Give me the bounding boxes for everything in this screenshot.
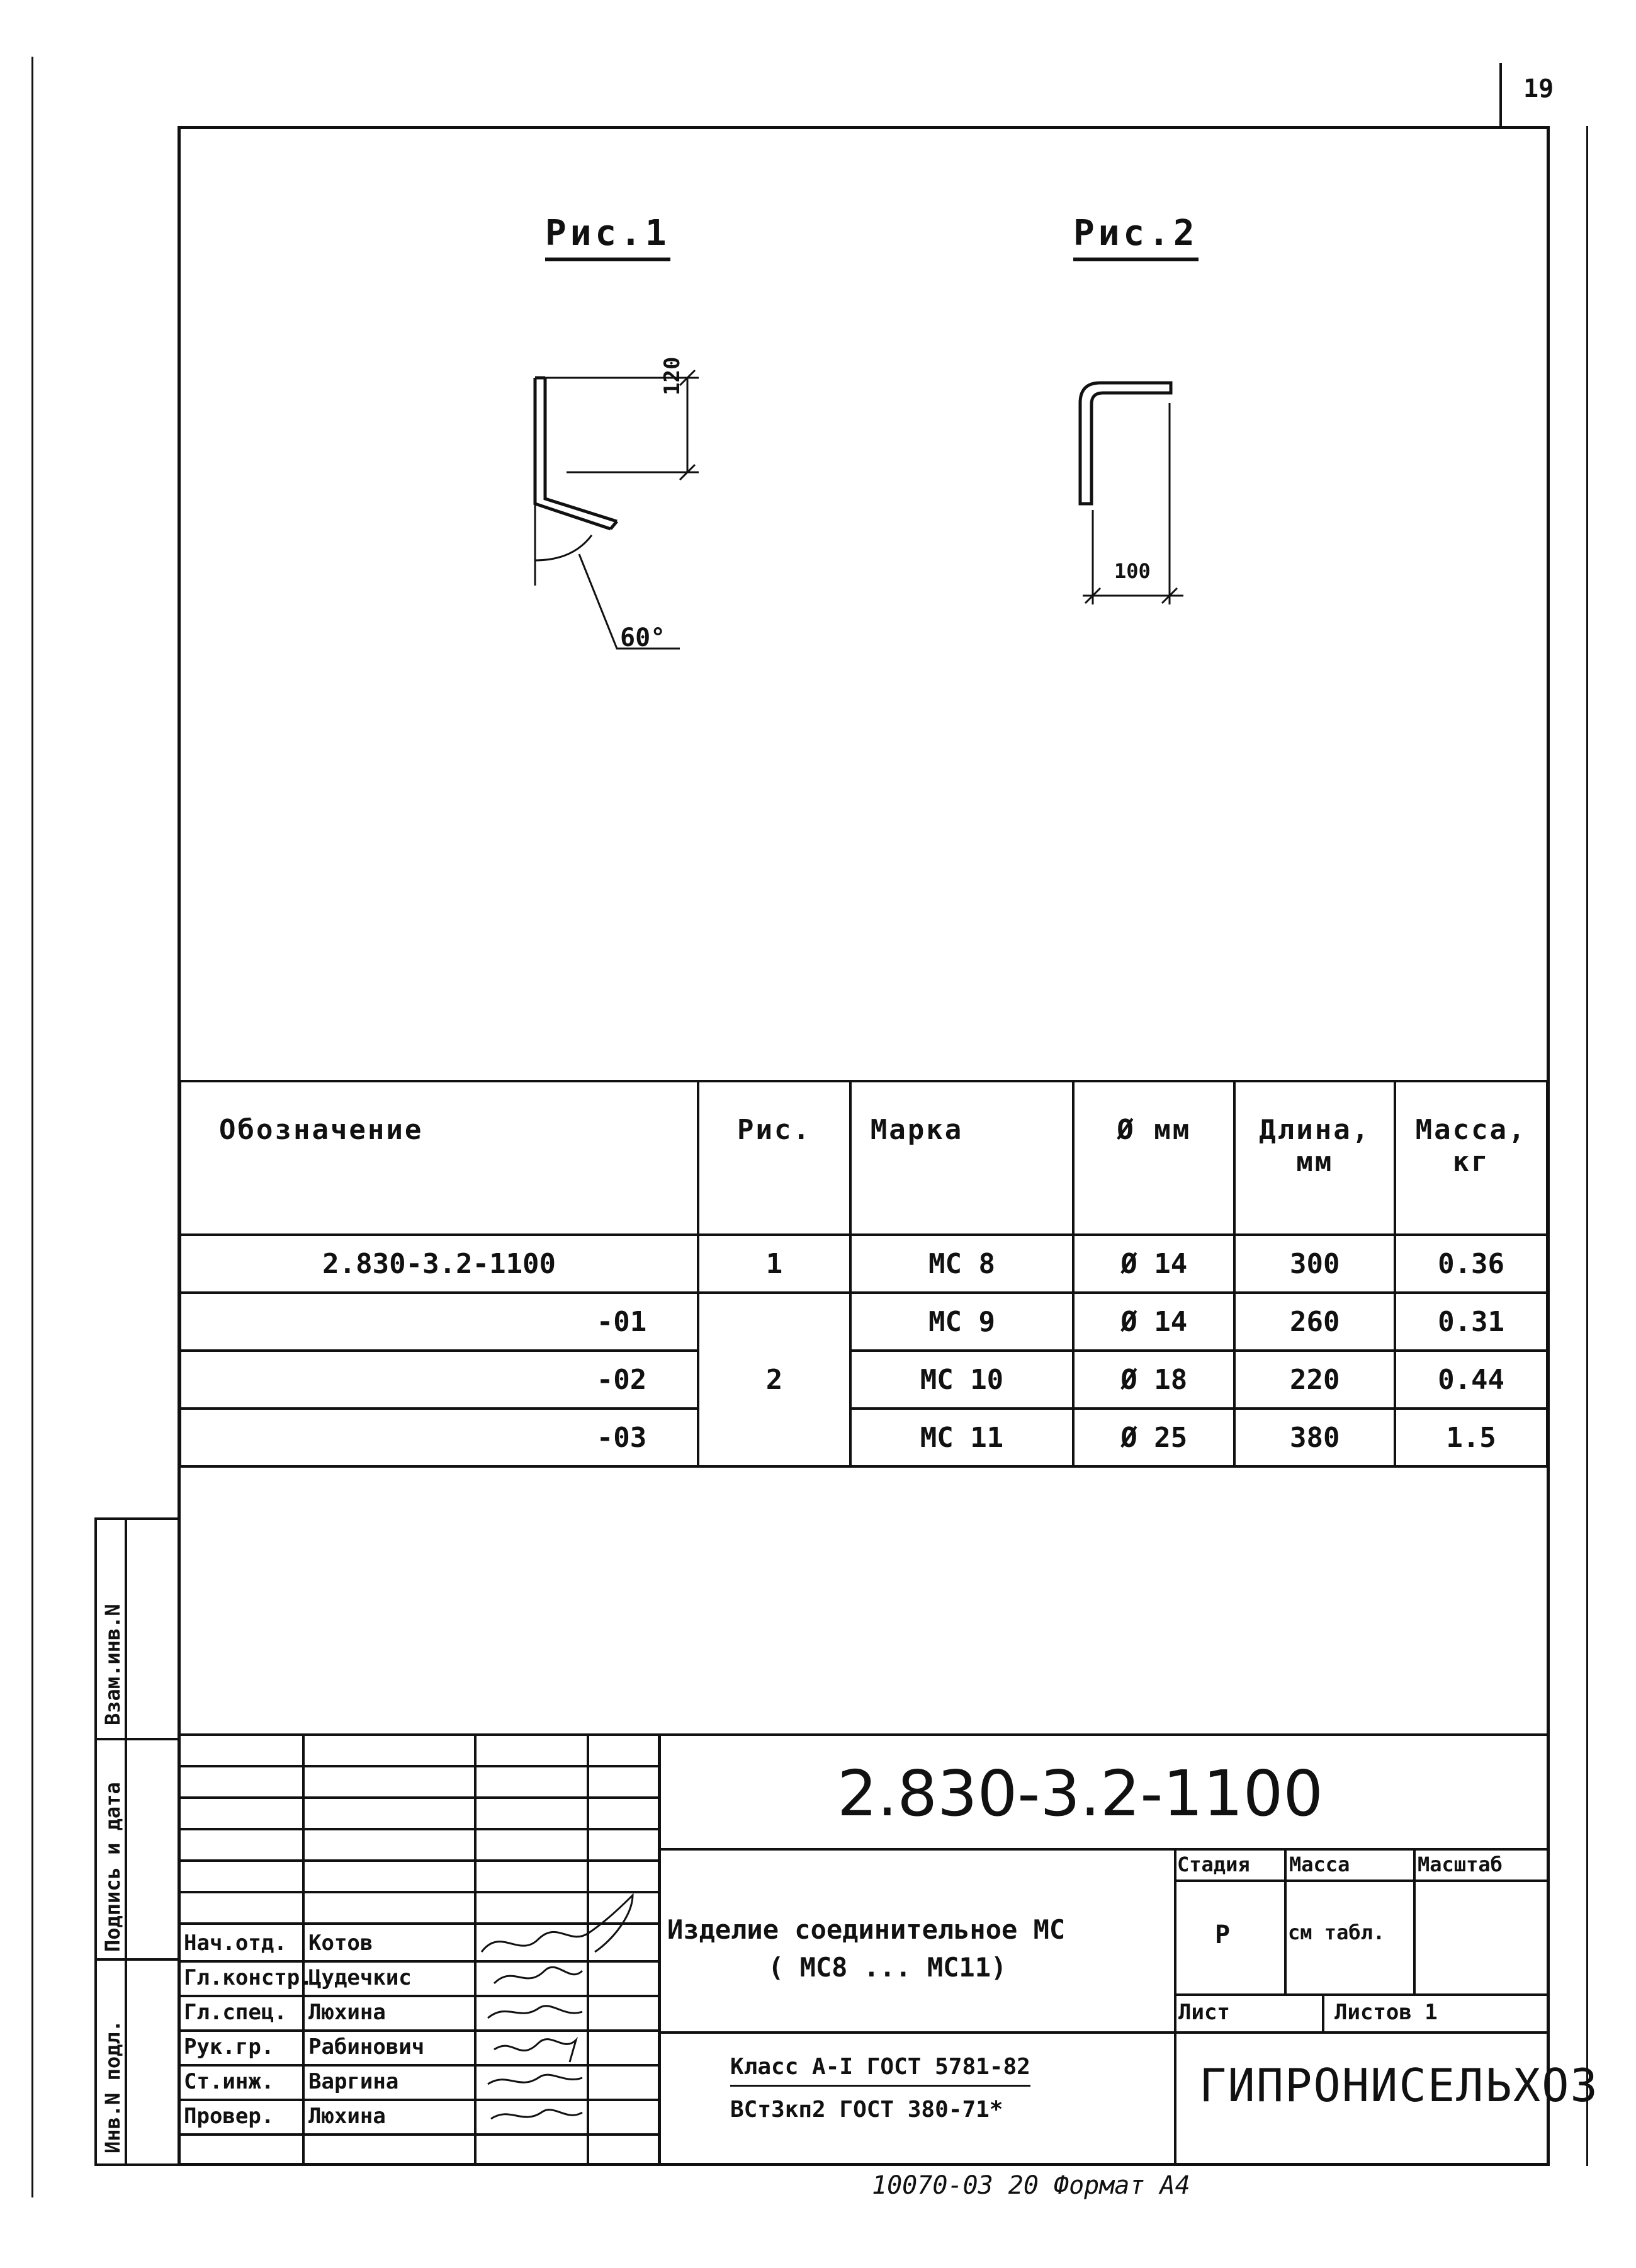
- row-mark: МС 10: [850, 1351, 1073, 1409]
- stamp-mass-value: см табл.: [1288, 1920, 1385, 1944]
- bar2-outline: [1080, 383, 1171, 504]
- side-label-inv: Инв.N подл.: [101, 2020, 125, 2153]
- stamp-scale-label: Масштаб: [1418, 1852, 1503, 1876]
- table-row: [180, 1351, 1547, 1409]
- stamp-row-line: [1174, 2031, 1549, 2034]
- row-mark: МС 8: [850, 1235, 1073, 1293]
- stamp-mass-label: Масса: [1289, 1852, 1350, 1876]
- stamp-row-line: [179, 1828, 658, 1830]
- header-length: Длина, мм: [1234, 1081, 1395, 1235]
- stamp-title-line1: Изделие соединительное МС: [667, 1914, 1066, 1945]
- name-6: Люхина: [308, 2104, 386, 2129]
- stamp-col-line: [1413, 1848, 1416, 1993]
- header-diameter: Ø мм: [1073, 1081, 1234, 1235]
- role-5: Ст.инж.: [184, 2069, 274, 2094]
- stamp-organization: ГИПРОНИСЕЛЬХОЗ: [1199, 2059, 1599, 2112]
- side-strip-top: [94, 1517, 179, 1520]
- stamp-col-line: [1284, 1848, 1287, 1993]
- table-row: [180, 1293, 1547, 1351]
- figure1-angle: 60°: [620, 623, 666, 652]
- figure1-title: Рис.1: [545, 213, 670, 261]
- stamp-title-line2: ( МС8 ... МС11): [768, 1952, 1007, 1983]
- stamp-row-line: [658, 2031, 1174, 2034]
- side-strip-divider: [94, 1958, 179, 1961]
- stamp-col-line: [1322, 1993, 1324, 2031]
- side-strip-bottom: [94, 2163, 179, 2166]
- stamp-sheets-label: Листов 1: [1334, 2000, 1438, 2025]
- stamp-doc-number: 2.830-3.2-1100: [837, 1757, 1323, 1830]
- role-2: Гл.констр.: [184, 1965, 313, 1990]
- name-2: Цудечкис: [308, 1965, 412, 1990]
- row-mass: 0.36: [1395, 1235, 1547, 1293]
- signatures: [475, 1889, 664, 2166]
- stamp-row-line: [179, 1796, 658, 1799]
- stamp-row-line: [1174, 1993, 1549, 1996]
- name-4: Рабинович: [308, 2034, 425, 2060]
- page-number: 19: [1523, 74, 1554, 103]
- footer-format: 10070-03 20 Формат А4: [872, 2171, 1190, 2200]
- stamp-stage-label: Стадия: [1177, 1852, 1250, 1876]
- side-strip-divider: [94, 1738, 179, 1740]
- row-diameter: Ø 18: [1073, 1351, 1234, 1409]
- table-row: [180, 1409, 1547, 1466]
- left-margin-line: [31, 57, 33, 2197]
- side-strip-inner: [125, 1517, 127, 2166]
- bar1-outline: [535, 378, 617, 529]
- stamp-top-line: [179, 1733, 1549, 1736]
- row-length: 300: [1234, 1235, 1395, 1293]
- header-mass: Масса, кг: [1395, 1081, 1547, 1235]
- right-margin-line: [1586, 126, 1588, 2166]
- side-label-vzam: Взам.инв.N: [101, 1604, 125, 1725]
- row-mark: МС 9: [850, 1293, 1073, 1351]
- row-mass: 0.44: [1395, 1351, 1547, 1409]
- row-mass: 1.5: [1395, 1409, 1547, 1466]
- stamp-material-line1: Класс А-I ГОСТ 5781-82: [730, 2054, 1030, 2087]
- figure1-drawing: [491, 353, 730, 680]
- row-designation: -03: [180, 1409, 698, 1466]
- header-designation: Обозначение: [180, 1081, 698, 1235]
- row-mark: МС 11: [850, 1409, 1073, 1466]
- stamp-row-line: [1174, 1880, 1549, 1882]
- role-4: Рук.гр.: [184, 2034, 274, 2060]
- specification-table: [179, 1080, 1549, 1468]
- figure1-height-dim: 120: [660, 356, 685, 395]
- row-figure: 2: [698, 1293, 850, 1466]
- side-strip-outer: [94, 1517, 97, 2166]
- name-5: Варгина: [308, 2069, 399, 2094]
- stamp-row-line: [179, 1765, 658, 1767]
- row-mass: 0.31: [1395, 1293, 1547, 1351]
- row-diameter: Ø 25: [1073, 1409, 1234, 1466]
- row-designation: -02: [180, 1351, 698, 1409]
- header-mark: Марка: [850, 1081, 1073, 1235]
- row-length: 380: [1234, 1409, 1395, 1466]
- row-diameter: Ø 14: [1073, 1235, 1234, 1293]
- row-length: 220: [1234, 1351, 1395, 1409]
- figure2-width-dim: 100: [1114, 559, 1151, 583]
- role-6: Провер.: [184, 2104, 274, 2129]
- row-designation: -01: [180, 1293, 698, 1351]
- row-designation: 2.830-3.2-1100: [180, 1235, 698, 1293]
- row-diameter: Ø 14: [1073, 1293, 1234, 1351]
- name-3: Люхина: [308, 2000, 386, 2025]
- stamp-sheet-label: Лист: [1178, 2000, 1230, 2025]
- page-number-divider: [1499, 63, 1502, 126]
- stamp-right-divider: [1174, 1848, 1176, 2166]
- role-1: Нач.отд.: [184, 1931, 287, 1956]
- stamp-stage-value: Р: [1215, 1920, 1231, 1949]
- figure2-title: Рис.2: [1073, 213, 1199, 261]
- header-figure: Рис.: [698, 1081, 850, 1235]
- row-figure: 1: [698, 1235, 850, 1293]
- stamp-row-line: [179, 1859, 658, 1862]
- table-header-row: [180, 1081, 1547, 1235]
- row-length: 260: [1234, 1293, 1395, 1351]
- table-row: [180, 1235, 1547, 1293]
- stamp-material-line2: ВСт3кп2 ГОСТ 380-71*: [730, 2097, 1003, 2123]
- name-1: Котов: [308, 1931, 373, 1956]
- side-label-podpis: Подпись и дата: [101, 1782, 125, 1952]
- role-3: Гл.спец.: [184, 2000, 287, 2025]
